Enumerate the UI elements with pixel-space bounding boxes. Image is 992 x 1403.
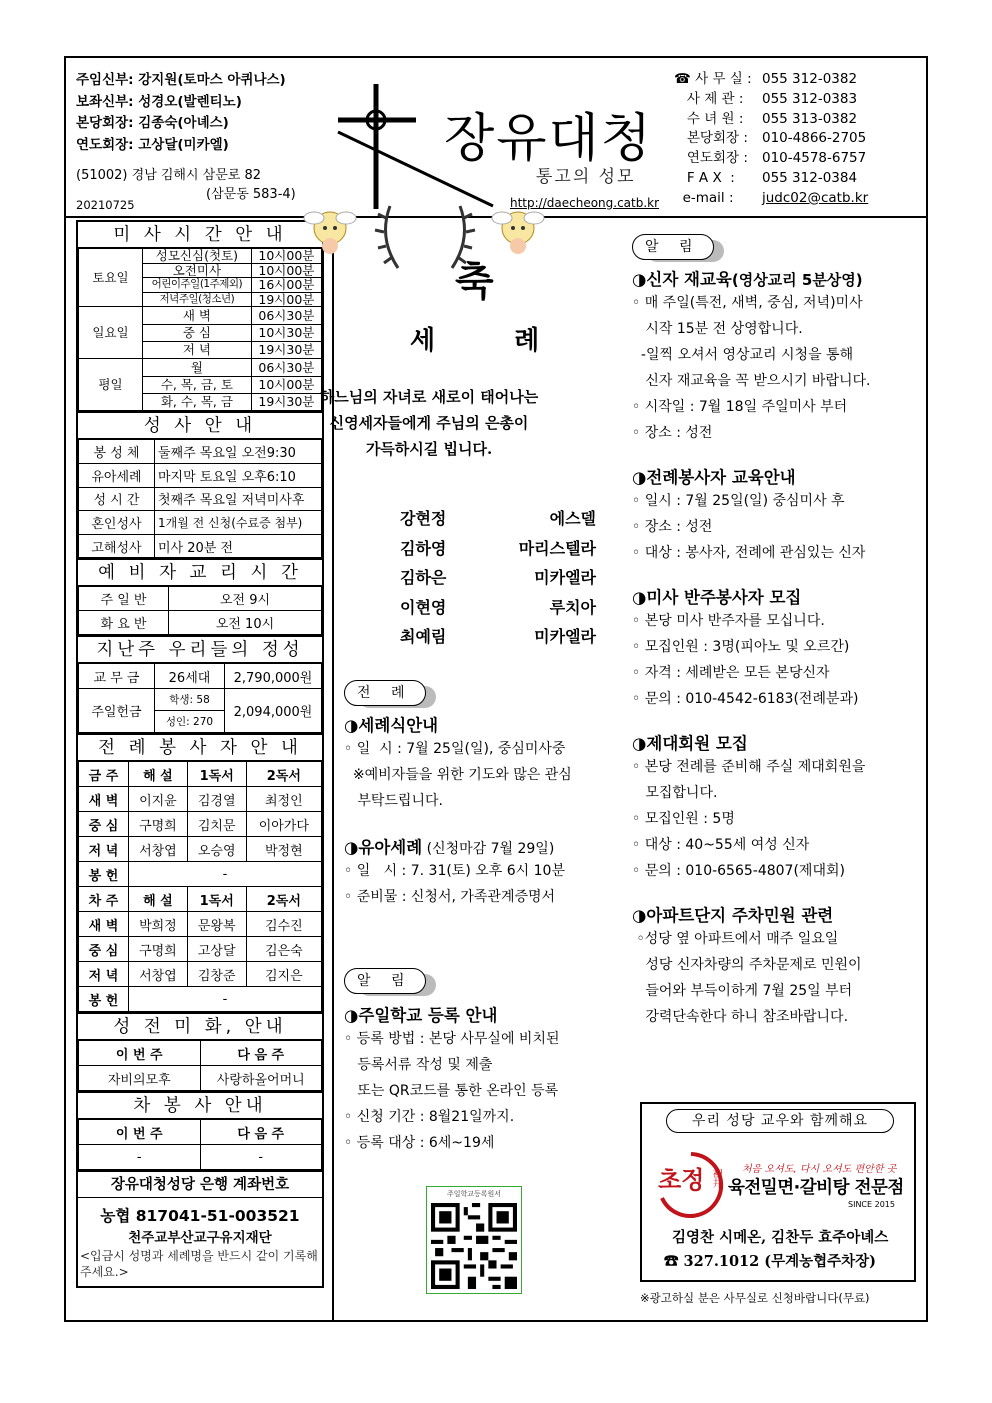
- server-name: 박정현: [246, 837, 321, 862]
- flowers-box: [76, 1012, 324, 1091]
- mass-time: 19시30분: [251, 394, 321, 411]
- sacrament-label: 성 시 간: [79, 487, 155, 511]
- blessing-line: 가득하시길 빕니다.: [365, 440, 493, 458]
- liturgy-pill: 전 례: [344, 680, 426, 706]
- dues-amount: 2,790,000원: [225, 664, 322, 689]
- contact-label: 연도회장 :: [674, 150, 748, 167]
- blessing-line: 신영세자들에게 주님의 은총이: [329, 414, 529, 432]
- dues-label: 교 무 금: [79, 664, 155, 689]
- staff-parish-president: 본당회장: 김종숙(아녜스): [76, 115, 229, 131]
- car-service-title: 차 봉 사 안내: [78, 1093, 322, 1119]
- mass-day-label: 평일: [79, 359, 143, 411]
- mass-name: 오전미사: [143, 263, 252, 278]
- ad-phone: ☎ 327.1012 (무계농협주차장): [664, 1253, 877, 1270]
- parish-url-link[interactable]: http://daecheong.catb.kr: [510, 196, 660, 210]
- notice-section: [632, 730, 922, 884]
- student-count: 학생: 58: [155, 689, 225, 711]
- notice-title: ◑아파트단지 주차민원 관련: [632, 906, 834, 925]
- car-head: 다 음 주: [200, 1120, 322, 1145]
- server-name: 오승영: [187, 837, 246, 862]
- mass-time: 10시00분: [251, 249, 321, 264]
- contact-label: 사 제 관 :: [674, 90, 744, 107]
- sacrament-label: 혼인성사: [79, 511, 155, 535]
- left-column: [76, 218, 324, 1288]
- notice-item: 등록서류 작성 및 제출: [344, 1057, 493, 1073]
- notice-item: ◦ 모집인원 : 5명: [632, 811, 735, 827]
- sacrament-value: 둘째주 목요일 오전9:30: [155, 440, 322, 464]
- mass-name: 월: [143, 359, 252, 376]
- servers-mass: 새 벽: [79, 912, 129, 937]
- notice-section: [632, 464, 922, 566]
- baptized-name: 김하영: [400, 538, 447, 558]
- notice-section: [632, 266, 922, 446]
- baptismal-name: 마리스텔라: [518, 538, 596, 558]
- baptismal-name: 미카엘라: [534, 568, 596, 587]
- contact-label: 수 녀 원 :: [674, 110, 744, 127]
- servers-mass: 중 심: [79, 937, 129, 962]
- server-name: 김창준: [187, 962, 246, 987]
- notice-section: [632, 584, 922, 712]
- notice-item: ◦ 자격 : 세례받은 모든 본당신자: [632, 665, 830, 681]
- notice-item: 강력단속한다 하니 참조바랍니다.: [632, 1009, 849, 1025]
- bank-title: 장유대청성당 은행 계좌번호: [78, 1172, 322, 1198]
- baptismal-name: 에스델: [549, 509, 596, 528]
- mass-time: 10시00분: [251, 263, 321, 278]
- class-time: 오전 9시: [169, 587, 322, 611]
- mass-times-box: [76, 220, 324, 411]
- ad-logo-hanja: 初井: [710, 1168, 721, 1188]
- mass-name: 저 녁: [143, 342, 252, 359]
- servers-head: 해 설: [129, 887, 188, 912]
- server-name: 고상달: [187, 937, 246, 962]
- notice-item: ◦ 준비물 : 신청서, 가족관계증명서: [344, 889, 556, 905]
- servers-head: 2독서: [246, 887, 321, 912]
- server-name: 문왕복: [187, 912, 246, 937]
- sacrament-label: 고해성사: [79, 534, 155, 558]
- server-name: 박희정: [129, 912, 188, 937]
- notice-item: 신자 재교육을 꼭 받으시기 바랍니다.: [632, 373, 871, 389]
- congrats-decoration-icon: [290, 188, 560, 323]
- servers-head: 금 주: [79, 762, 129, 787]
- notices-right: [632, 234, 922, 1030]
- mass-name: 성모신심(첫토): [143, 249, 252, 264]
- dues-count: 26세대: [155, 664, 225, 689]
- school-title: ◑주일학교 등록 안내: [344, 1006, 498, 1025]
- sacrament-label: 유아세례: [79, 463, 155, 487]
- server-name: 김치문: [187, 812, 246, 837]
- mass-name: 어린이주일(1주제외): [143, 278, 252, 293]
- baptized-name: 강현정: [400, 509, 447, 528]
- mass-name: 중 심: [143, 324, 252, 341]
- server-name: 이지윤: [129, 787, 188, 812]
- baptized-name: 김하은: [400, 568, 447, 587]
- notice-title-sub: (영상교리 5분상영): [731, 271, 863, 289]
- catechumen-table: [78, 586, 322, 635]
- flowers-table: [78, 1040, 322, 1091]
- sacraments-box: [76, 411, 324, 558]
- mass-time: 16시00분: [251, 278, 321, 293]
- sacrament-value: 첫째주 목요일 저녁미사후: [155, 487, 322, 511]
- servers-head: 1독서: [187, 762, 246, 787]
- qr-caption: 주일학교등록원서: [446, 1190, 502, 1198]
- mass-name: 새 벽: [143, 307, 252, 324]
- ad-header: 우리 성당 교우와 함께해요: [666, 1109, 894, 1133]
- baptism-title: ◑세례식안내: [344, 716, 439, 735]
- ad-note: ※광고하실 분은 사무실로 신청바랍니다(무료): [640, 1291, 870, 1305]
- contact-label: ☎ 사 무 실 :: [674, 71, 752, 87]
- notice-item: 또는 QR코드를 통한 온라인 등록: [344, 1083, 559, 1099]
- flowers-value: 사랑하올어머니: [200, 1066, 322, 1091]
- mass-day-label: 토요일: [79, 249, 143, 307]
- email-link[interactable]: judc02@catb.kr: [762, 189, 869, 206]
- sunday-offering-label: 주일헌금: [79, 689, 155, 733]
- contacts: [674, 70, 868, 209]
- mass-time: 10시00분: [251, 376, 321, 393]
- sacrament-value: 1개월 전 신청(수료증 첨부): [155, 511, 322, 535]
- notice-item: -일찍 오셔서 영상교리 시청을 통해: [632, 347, 854, 363]
- car-service-table: [78, 1119, 322, 1170]
- notice-section: [632, 902, 922, 1030]
- congrats-char: 축: [455, 258, 494, 305]
- notice-item: ◦ 등록 대상 : 6세~19세: [344, 1135, 495, 1151]
- servers-head: 2독서: [246, 762, 321, 787]
- adult-count: 성인: 270: [155, 711, 225, 733]
- server-name: 구명희: [129, 937, 188, 962]
- servers-offer-label: 봉 헌: [79, 862, 129, 887]
- servers-this-week-table: [78, 761, 322, 1012]
- car-value: -: [200, 1145, 322, 1170]
- contact-value: 055 313-0382: [762, 110, 858, 127]
- catechumen-title: 예 비 자 교 리 시 간: [78, 560, 322, 586]
- notice-title: ◑미사 반주봉사자 모집: [632, 588, 802, 607]
- notice-item: ◦ 대상 : 40~55세 여성 신자: [632, 837, 810, 853]
- mass-times-title: 미 사 시 간 안 내: [78, 222, 322, 248]
- class-label: 주 일 반: [79, 587, 169, 611]
- servers-offer-value: -: [129, 862, 322, 887]
- car-head: 이 번 주: [79, 1120, 201, 1145]
- infant-baptism-title: ◑유아세례: [344, 838, 423, 857]
- notice-item: ◦ 시작일 : 7월 18일 주일미사 부터: [632, 399, 848, 415]
- baptized-names: [400, 504, 596, 652]
- servers-head: 1독서: [187, 887, 246, 912]
- bank-note: <입금시 성명과 세례명을 반드시 같이 기록해 주세요.>: [80, 1249, 318, 1280]
- notice-item: ◦ 문의 : 010-6565-4807(제대회): [632, 863, 845, 879]
- mass-time: 06시30분: [251, 359, 321, 376]
- issue-date: 20210725: [76, 198, 135, 212]
- offering-box: [76, 635, 324, 733]
- notice-item: ◦ 신청 기간 : 8월21일까지.: [344, 1109, 515, 1125]
- school-notice-section: [344, 968, 629, 1156]
- notice-item: ◦ 대상 : 봉사자, 전례에 관심있는 신자: [632, 545, 866, 561]
- flowers-value: 자비의모후: [79, 1066, 201, 1091]
- notice-item: ◦ 일시 : 7월 25일(일) 중심미사 후: [632, 493, 845, 509]
- sacrament-value: 마지막 토요일 오후6:10: [155, 463, 322, 487]
- contact-value: 055 312-0383: [762, 90, 858, 107]
- address-line2: (삼문동 583-4): [206, 187, 296, 202]
- sunday-offering-amount: 2,094,000원: [225, 689, 322, 733]
- servers-mass: 저 녁: [79, 837, 129, 862]
- advertisement-box: [640, 1102, 916, 1282]
- mass-time: 06시30분: [251, 307, 321, 324]
- servers-mass: 저 녁: [79, 962, 129, 987]
- ad-logo-text: 초정: [658, 1165, 705, 1194]
- contact-label: 본당회장 :: [674, 130, 748, 147]
- notice-title: ◑전례봉사자 교육안내: [632, 468, 796, 487]
- mass-day-label: 일요일: [79, 307, 143, 359]
- server-name: 최정인: [246, 787, 321, 812]
- mass-name: 저녁주일(청소년): [143, 292, 252, 307]
- sacrament-label: 봉 성 체: [79, 440, 155, 464]
- notice-item: ◦성당 옆 아파트에서 매주 일요일: [632, 931, 839, 947]
- server-name: 김수진: [246, 912, 321, 937]
- contact-value: 010-4578-6757: [762, 150, 867, 167]
- car-value: -: [79, 1145, 201, 1170]
- mass-time: 10시30분: [251, 324, 321, 341]
- bulletin-subtitle: 통고의 성모: [536, 167, 636, 187]
- server-name: 구명희: [129, 812, 188, 837]
- ad-owners: 김영찬 시메온, 김찬두 효주아녜스: [672, 1229, 889, 1246]
- mass-time: 19시30분: [251, 342, 321, 359]
- notice-item: ◦ 일 시 : 7. 31(토) 오후 6시 10분: [344, 863, 565, 879]
- baptismal-name: 미카엘라: [534, 627, 596, 646]
- registration-qr-code[interactable]: [426, 1186, 522, 1294]
- notice-item: 들어와 부득이하게 7월 25일 부터: [632, 983, 853, 999]
- qr-code-icon: [431, 1203, 517, 1289]
- bulletin-title: 장유대청: [444, 109, 653, 169]
- notice-item: ※예비자들을 위한 기도와 많은 관심: [344, 767, 572, 783]
- servers-offer-label: 봉 헌: [79, 987, 129, 1012]
- notice-item: 시작 15분 전 상영합니다.: [632, 321, 803, 337]
- notice-pill: 알 림: [344, 968, 426, 994]
- contact-value: 010-4866-2705: [762, 130, 867, 147]
- servers-head: 차 주: [79, 887, 129, 912]
- car-service-box: [76, 1091, 324, 1170]
- servers-head: 해 설: [129, 762, 188, 787]
- notice-item: ◦ 본당 전례를 준비해 주실 제대회원을: [632, 759, 866, 775]
- notice-item: 모집합니다.: [632, 785, 718, 801]
- offering-table: [78, 663, 322, 733]
- flowers-head: 이 번 주: [79, 1041, 201, 1066]
- server-name: 이아가다: [246, 812, 321, 837]
- sacrament-value: 미사 20분 전: [155, 534, 322, 558]
- notice-item: ◦ 장소 : 성전: [632, 425, 713, 441]
- congrats-blessing: [290, 384, 568, 462]
- offering-title: 지난주 우리들의 정성: [78, 637, 322, 663]
- address-line1: (51002) 경남 김해시 삼문로 82: [76, 168, 262, 183]
- server-name: 서창엽: [129, 962, 188, 987]
- mass-name: 화, 수, 목, 금: [143, 394, 252, 411]
- sacraments-table: [78, 439, 322, 558]
- notice-item: 성당 신자차량의 주차문제로 민원이: [632, 957, 862, 973]
- baptized-name: 이현영: [400, 597, 447, 617]
- catechumen-box: [76, 558, 324, 635]
- servers-mass: 새 벽: [79, 787, 129, 812]
- notice-item: ◦ 모집인원 : 3명(피아노 및 오르간): [632, 639, 850, 655]
- class-label: 화 요 반: [79, 611, 169, 635]
- contact-value: 055 312-0382: [762, 71, 858, 87]
- notice-item: ◦ 본당 미사 반주자를 모십니다.: [632, 613, 825, 629]
- staff-memorial-president: 연도회장: 고상달(미카엘): [76, 136, 229, 153]
- bank-box: [76, 1170, 324, 1288]
- servers-mass: 중 심: [79, 812, 129, 837]
- mass-time: 19시00분: [251, 292, 321, 307]
- flowers-head: 다 음 주: [200, 1041, 322, 1066]
- staff-list: [76, 70, 286, 156]
- notice-title: ◑제대회원 모집: [632, 734, 748, 753]
- contact-label: e-mail :: [674, 189, 734, 206]
- flowers-title: 성 전 미 화, 안내: [78, 1014, 322, 1040]
- sacraments-title: 성 사 안 내: [78, 413, 322, 439]
- ad-restaurant-name: 육전밀면·갈비탕 전문점: [728, 1178, 904, 1198]
- blessing-line: 하느님의 자녀로 새로이 태어나는: [319, 388, 539, 406]
- contact-label: F A X :: [674, 169, 735, 186]
- infant-baptism-deadline: (신청마감 7월 29일): [422, 841, 555, 857]
- bank-holder: 천주교부산교구유지재단: [128, 1230, 272, 1247]
- baptismal-name: 루치아: [549, 597, 596, 617]
- ad-since: SINCE 2015: [848, 1200, 895, 1209]
- server-name: 김지은: [246, 962, 321, 987]
- baptized-name: 최예림: [400, 627, 447, 646]
- ad-tagline: 처음 오셔도, 다시 오셔도 편안한 곳: [742, 1164, 897, 1175]
- server-name: 서창엽: [129, 837, 188, 862]
- mass-name: 수, 목, 금, 토: [143, 376, 252, 393]
- servers-box: [76, 733, 324, 1012]
- mass-times-table: [78, 248, 322, 411]
- servers-offer-value: -: [129, 987, 322, 1012]
- notice-item: ◦ 매 주일(특전, 새벽, 중심, 저녁)미사: [632, 295, 863, 311]
- notice-item: ◦ 문의 : 010-4542-6183(전례분과): [632, 691, 859, 707]
- liturgy-section: [344, 680, 629, 910]
- server-name: 김경열: [187, 787, 246, 812]
- notice-item: 부탁드립니다.: [344, 793, 443, 809]
- notice-title: ◑신자 재교육: [632, 270, 732, 289]
- congrats-word: 세 례: [410, 326, 540, 356]
- bank-account: 농협 817041-51-003521: [100, 1207, 300, 1226]
- notice-item: ◦ 등록 방법 : 본당 사무실에 비치된: [344, 1031, 560, 1047]
- staff-pastor: 주임신부: 강지원(토마스 아퀴나스): [76, 72, 286, 88]
- notice-item: ◦ 장소 : 성전: [632, 519, 713, 535]
- server-name: 김은숙: [246, 937, 321, 962]
- servers-title: 전 례 봉 사 자 안 내: [78, 735, 322, 761]
- contact-value: 055 312-0384: [762, 169, 858, 186]
- class-time: 오전 10시: [169, 611, 322, 635]
- notice-pill: 알 림: [632, 234, 714, 260]
- staff-assistant: 보좌신부: 성경오(발렌티노): [76, 93, 242, 110]
- notice-item: ◦ 일 시 : 7월 25일(일), 중심미사중: [344, 741, 566, 757]
